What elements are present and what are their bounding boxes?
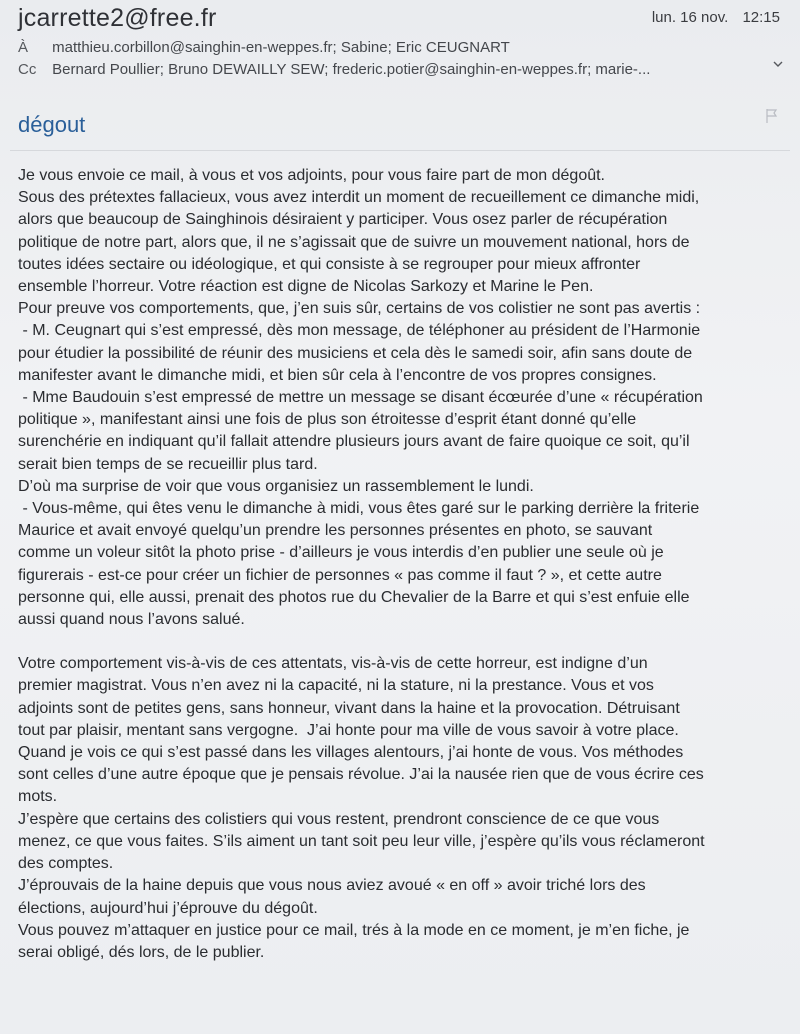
message-time: 12:15 bbox=[742, 9, 780, 26]
body-line bbox=[18, 631, 788, 653]
body-line: Je vous envoie ce mail, à vous et vos adjoints, pour vous faire part de mon dégoût. bbox=[18, 167, 605, 184]
body-line: pour étudier la possibilité de réunir des musiciens et cela dès le samedi soir, afin sans doute de bbox=[18, 344, 693, 362]
chevron-down-icon[interactable] bbox=[772, 57, 784, 74]
message-header bbox=[0, 0, 800, 100]
body-line: personne qui, elle aussi, prenait des photos rue du Chevalier de la Barre et qui s’est enfuie elle bbox=[18, 588, 690, 606]
to-recipients[interactable]: matthieu.corbillon@sainghin-en-weppes.fr; Sabine; Eric CEUGNART bbox=[52, 39, 510, 56]
body-line: Quand je vois ce qui s’est passé dans les villages alentours, j’ai honte de vous. Vos méthodes bbox=[18, 744, 684, 762]
cc-label: Cc bbox=[18, 61, 37, 78]
message-body bbox=[18, 165, 788, 964]
body-line: des comptes. bbox=[18, 855, 114, 873]
body-line: Vous pouvez m’attaquer en justice pour ce mail, trés à la mode en ce moment, je m’en fiche, je bbox=[18, 921, 690, 939]
cc-row bbox=[18, 61, 650, 78]
body-line: - M. Ceugnart qui s’est empressé, dès mon message, de téléphoner au président de l’Harmonie bbox=[18, 322, 701, 340]
body-line: - Mme Baudouin s’est empressé de mettre un message se disant écœurée d’une « récupération bbox=[18, 389, 703, 407]
to-label: À bbox=[18, 39, 29, 56]
message-subject: dégout bbox=[18, 112, 86, 137]
body-line: adjoints sont de petites gens, sans honneur, vivant dans la haine et la provocation. Détruisant bbox=[18, 699, 680, 717]
body-line: aussi quand nous l’avons salué. bbox=[18, 611, 245, 629]
body-line: J’éprouvais de la haine depuis que vous nous aviez avoué « en off » avoir triché lors des bbox=[18, 877, 646, 895]
message-datetime bbox=[642, 9, 780, 26]
body-line: surenchérie en indiquant qu’il fallait attendre plusieurs jours avant de faire quoique ce soit, qu’il bbox=[18, 433, 690, 451]
flag-icon[interactable] bbox=[766, 108, 778, 124]
body-line: politique », manifestant ainsi une fois de plus son étroitesse d’esprit étant donné qu’elle bbox=[18, 411, 637, 429]
body-line: Maurice et avait envoyé quelqu’un prendre les personnes présentes en photo, se sauvant bbox=[18, 522, 653, 540]
body-line: tout par plaisir, mentant sans vergogne. J’ai honte pour ma ville de vous savoir à votre place. bbox=[18, 721, 679, 739]
cc-recipients[interactable]: Bernard Poullier; Bruno DEWAILLY SEW; frederic.potier@sainghin-en-weppes.fr; marie-... bbox=[52, 61, 651, 78]
body-line: figurerais - est-ce pour créer un fichier de personnes « pas comme il faut ? », et cette autre bbox=[18, 566, 662, 584]
body-line: serait bien temps de se recueillir plus tard. bbox=[18, 455, 318, 473]
body-line: sont celles d’une autre époque que je pensais révolue. J’ai la nausée rien que de vous écrire ces bbox=[18, 766, 704, 784]
body-line: menez, ce que vous faites. S’ils aiment un tant soit peu leur ville, j’espère qu’ils vous réclameront bbox=[18, 832, 705, 850]
body-line: élections, aujourd’hui j’éprouve du dégoût. bbox=[18, 899, 318, 917]
body-line: premier magistrat. Vous n’en avez ni la capacité, ni la stature, ni la prestance. Vous et vos bbox=[18, 677, 654, 695]
body-line: mots. bbox=[18, 788, 58, 806]
body-line: ensemble l’horreur. Votre réaction est digne de Nicolas Sarkozy et Marine le Pen. bbox=[18, 278, 594, 296]
body-line: politique de notre part, alors que, il ne s’agissait que de suivre un mouvement national, hors de bbox=[18, 233, 690, 251]
message-date: lun. 16 nov. bbox=[651, 9, 729, 26]
header-divider bbox=[10, 150, 790, 151]
body-line: Votre comportement vis-à-vis de ces attentats, vis-à-vis de cette horreur, est indigne d’un bbox=[18, 655, 648, 673]
body-line: manifester avant le dimanche midi, et bien sûr cela à l’encontre de vos propres consignes. bbox=[18, 366, 657, 384]
body-line: alors que beaucoup de Sainghinois désiraient y participer. Vous osez parler de récupération bbox=[18, 211, 668, 229]
body-line: - Vous-même, qui êtes venu le dimanche à midi, vous êtes garé sur le parking derrière la friterie bbox=[18, 500, 700, 518]
body-line: toutes idées sectaire ou idéologique, et qui consiste à se regrouper pour mieux affronter bbox=[18, 255, 641, 273]
sender-address[interactable]: jcarrette2@free.fr bbox=[18, 4, 217, 32]
body-line: Sous des prétextes fallacieux, vous avez interdit un moment de recueillement ce dimanche midi, bbox=[18, 189, 700, 207]
body-line: Pour preuve vos comportements, que, j’en suis sûr, certains de vos colistier ne sont pas avertis : bbox=[18, 300, 701, 318]
body-line: J’espère que certains des colistiers qui vous restent, prendront conscience de ce que vous bbox=[18, 810, 660, 828]
to-row bbox=[18, 39, 510, 56]
body-line: D’où ma surprise de voir que vous organisiez un rassemblement le lundi. bbox=[18, 477, 534, 495]
body-line: comme un voleur sitôt la photo prise - d’ailleurs je vous interdis d’en publier une seule où je bbox=[18, 544, 664, 562]
body-line: serai obligé, dés lors, de le publier. bbox=[18, 943, 265, 961]
